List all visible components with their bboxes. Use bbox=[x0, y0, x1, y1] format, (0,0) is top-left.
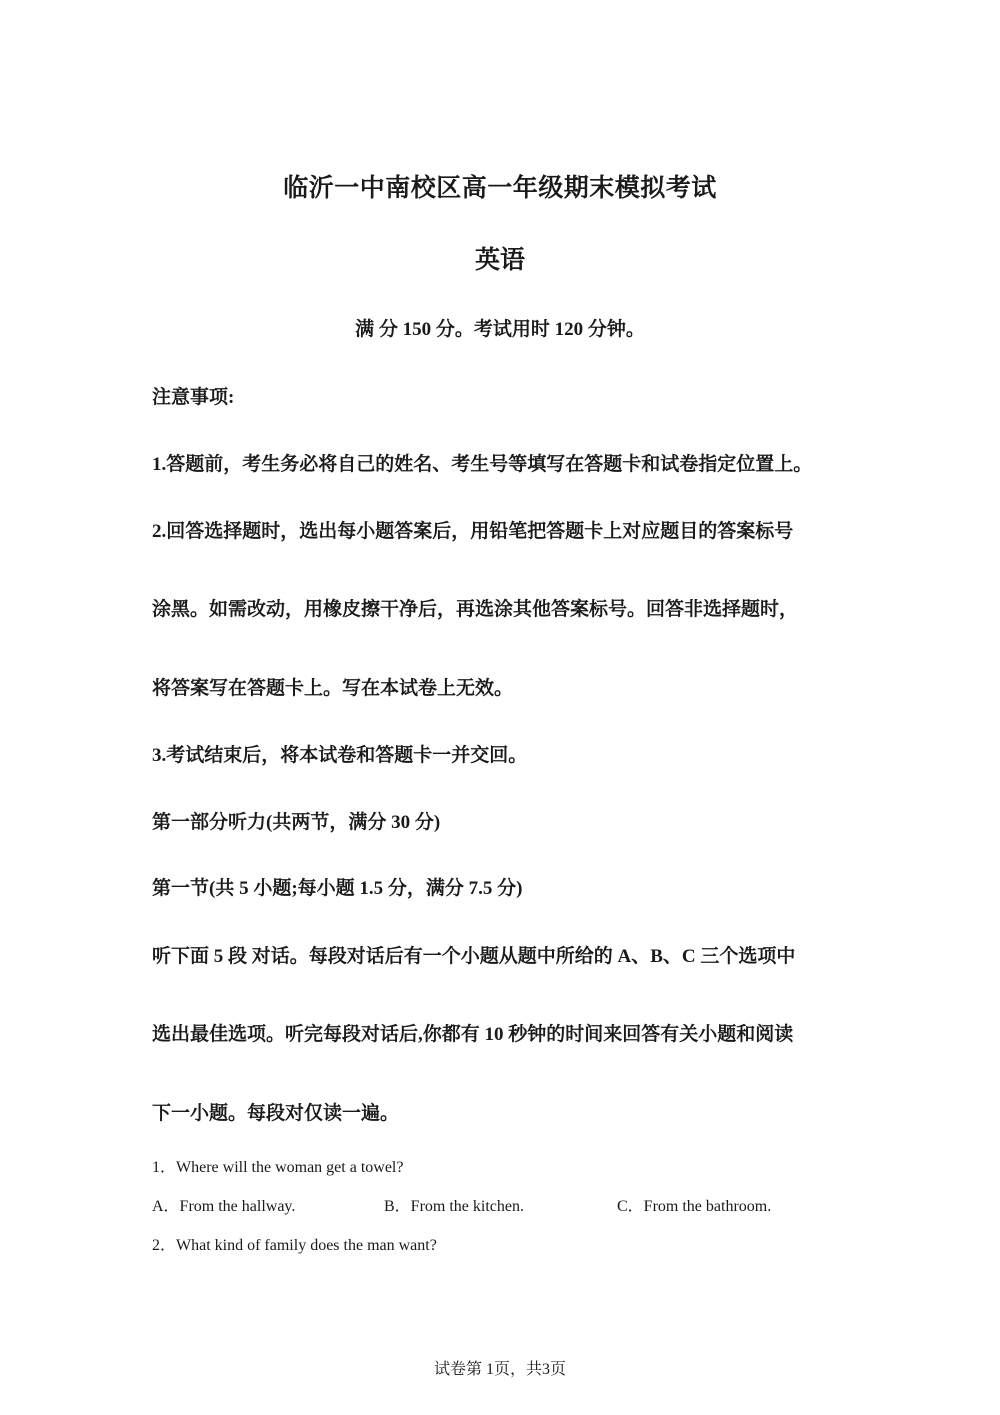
note-item-2-line-3: 将答案写在答题卡上。写在本试卷上无效。 bbox=[152, 678, 514, 699]
instructions-line-1: 听下面 5 段 对话。每段对话后有一个小题从题中所给的 A、B、C 三个选项中 bbox=[152, 946, 796, 967]
note-item-3: 3.考试结束后，将本试卷和答题卡一并交回。 bbox=[152, 745, 528, 766]
question-1-option-a: A．From the hallway. bbox=[152, 1198, 296, 1215]
instructions-line-2: 选出最佳选项。听完每段对话后,你都有 10 秒钟的时间来回答有关小题和阅读 bbox=[152, 1024, 794, 1045]
note-item-2-line-1: 2.回答选择题时，选出每小题答案后，用铅笔把答题卡上对应题目的答案标号 bbox=[152, 521, 794, 542]
note-item-2-line-2: 涂黑。如需改动，用橡皮擦干净后，再选涂其他答案标号。回答非选择题时， bbox=[152, 599, 799, 620]
page-footer: 试卷第 1页，共3页 bbox=[433, 1361, 566, 1378]
note-item-1: 1.答题前，考生务必将自己的姓名、考生号等填写在答题卡和试卷指定位置上。 bbox=[152, 454, 813, 475]
score-info: 满 分 150 分。考试用时 120 分钟。 bbox=[355, 319, 645, 340]
notes-heading: 注意事项: bbox=[152, 387, 235, 408]
question-1: 1．Where will the woman get a towel? bbox=[152, 1159, 404, 1176]
question-2: 2．What kind of family does the man want? bbox=[152, 1237, 437, 1254]
instructions-line-3: 下一小题。每段对仅读一遍。 bbox=[152, 1103, 400, 1124]
section-1-heading: 第一节(共 5 小题;每小题 1.5 分，满分 7.5 分) bbox=[152, 878, 523, 899]
exam-subject: 英语 bbox=[474, 247, 525, 274]
exam-title: 临沂一中南校区高一年级期末模拟考试 bbox=[283, 175, 717, 202]
part-1-heading: 第一部分听力(共两节，满分 30 分) bbox=[152, 812, 441, 833]
question-1-option-b: B．From the kitchen. bbox=[384, 1198, 524, 1215]
question-1-option-c: C．From the bathroom. bbox=[617, 1198, 772, 1215]
